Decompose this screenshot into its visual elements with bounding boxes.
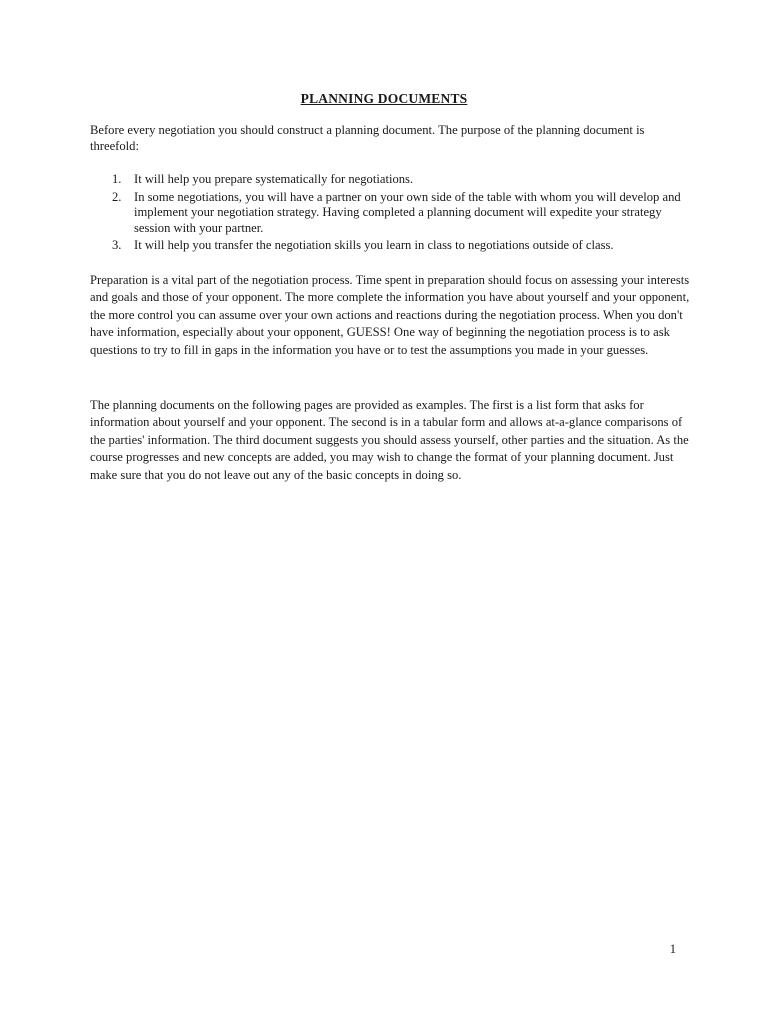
list-item-number: 3. (112, 238, 122, 253)
preparation-paragraph: Preparation is a vital part of the negotiation process. Time spent in preparation should focus on assessing your interests and goals and those of your opponent. The more complete the information you have about yourself and your opponent, the more control you can assume over your own actions and reactions during the negotiation process. When you don't have information, especially about your opponent, GUESS! One way of beginning the negotiation process is to ask questions to try to fill in gaps in the information you have or to test the assumptions you made in your guesses. (90, 273, 690, 357)
intro-paragraph: Before every negotiation you should construct a planning document. The purpose of the planning document is threefold: (90, 123, 645, 153)
list-item-text: In some negotiations, you will have a partner on your own side of the table with whom you will develop and implement your negotiation strategy. Having completed a planning document will expedite your strategy session with your partner. (134, 189, 681, 235)
list-item-text: It will help you transfer the negotiation skills you learn in class to negotiations outside of class. (134, 238, 614, 253)
list-item (112, 172, 682, 188)
document-title: PLANNING DOCUMENTS (300, 91, 468, 106)
purpose-list (112, 172, 682, 256)
list-item-number: 1. (112, 172, 122, 186)
list-item (112, 190, 682, 237)
examples-paragraph: The planning documents on the following pages are provided as examples. The first is a list form that asks for information about yourself and your opponent. The second is in a tabular form and allows at-a-glance comparisons of the parties' information. The third document suggests you should assess yourself, other parties and the situation. As the course progresses and new concepts are added, you may wish to change the format of your planning document. Just make sure that you do not leave out any of the basic concepts in doing so. (90, 398, 689, 482)
list-item (112, 238, 682, 254)
list-item-text: It will help you prepare systematically for negotiations. (134, 172, 414, 186)
page-number: 1 (669, 942, 676, 956)
list-item-number: 2. (112, 189, 122, 204)
